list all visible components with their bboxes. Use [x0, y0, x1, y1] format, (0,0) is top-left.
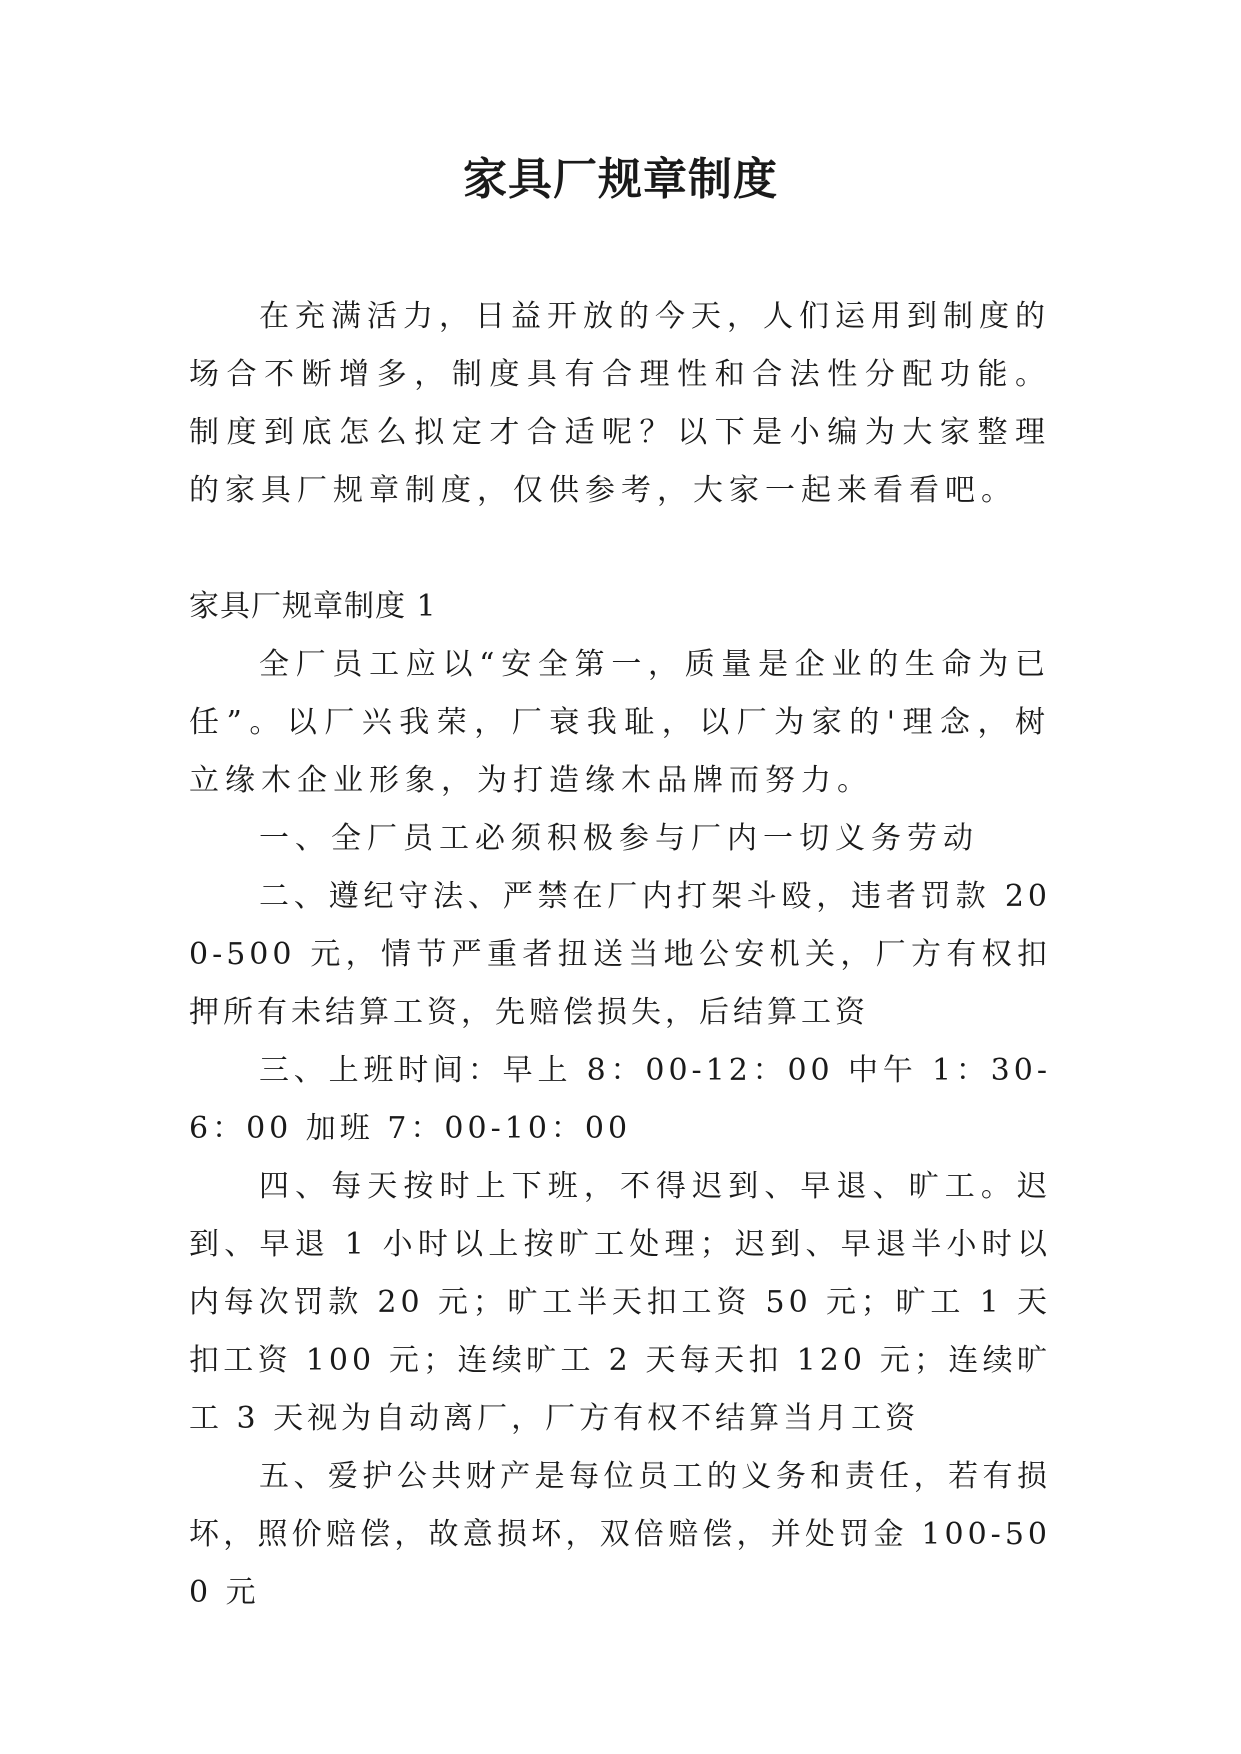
- document-title: 家具厂规章制度: [463, 154, 778, 205]
- rule-2: 二、遵纪守法、严禁在厂内打架斗殴，违者罚款 200-500 元，情节严重者扭送当地公安机关，厂方有权扣押所有未结算工资，先赔偿损失，后结算工资: [189, 879, 1051, 1030]
- document-body: [189, 288, 1051, 1622]
- rule-4: 四、每天按时上下班，不得迟到、早退、旷工。迟到、早退 1 小时以上按旷工处理；迟到、早退半小时以内每次罚款 20 元；旷工半天扣工资 50 元；旷工 1 天扣工资 100 元；连续旷工 2 天每天扣 120 元；连续旷工 3 天视为自动离厂，厂方有权不结算当月工资: [189, 1169, 1051, 1436]
- rule-1: 一、全厂员工必须积极参与厂内一切义务劳动: [259, 821, 979, 856]
- section-heading: 家具厂规章制度 1: [189, 589, 437, 624]
- rule-5: 五、爱护公共财产是每位员工的义务和责任，若有损坏，照价赔偿，故意损坏，双倍赔偿，并处罚金 100-500 元: [189, 1459, 1051, 1610]
- rule-3: 三、上班时间：早上 8：00-12：00 中午 1：30-6：00 加班 7：00-10：00: [189, 1053, 1051, 1146]
- intro-paragraph: 在充满活力，日益开放的今天，人们运用到制度的场合不断增多，制度具有合理性和合法性分配功能。制度到底怎么拟定才合适呢？以下是小编为大家整理的家具厂规章制度，仅供参考，大家一起来看看吧。: [189, 299, 1051, 508]
- paragraph-principle: 全厂员工应以“安全第一，质量是企业的生命为已任”。以厂兴我荣，厂衰我耻，以厂为家的'理念，树立缘木企业形象，为打造缘木品牌而努力。: [189, 647, 1051, 798]
